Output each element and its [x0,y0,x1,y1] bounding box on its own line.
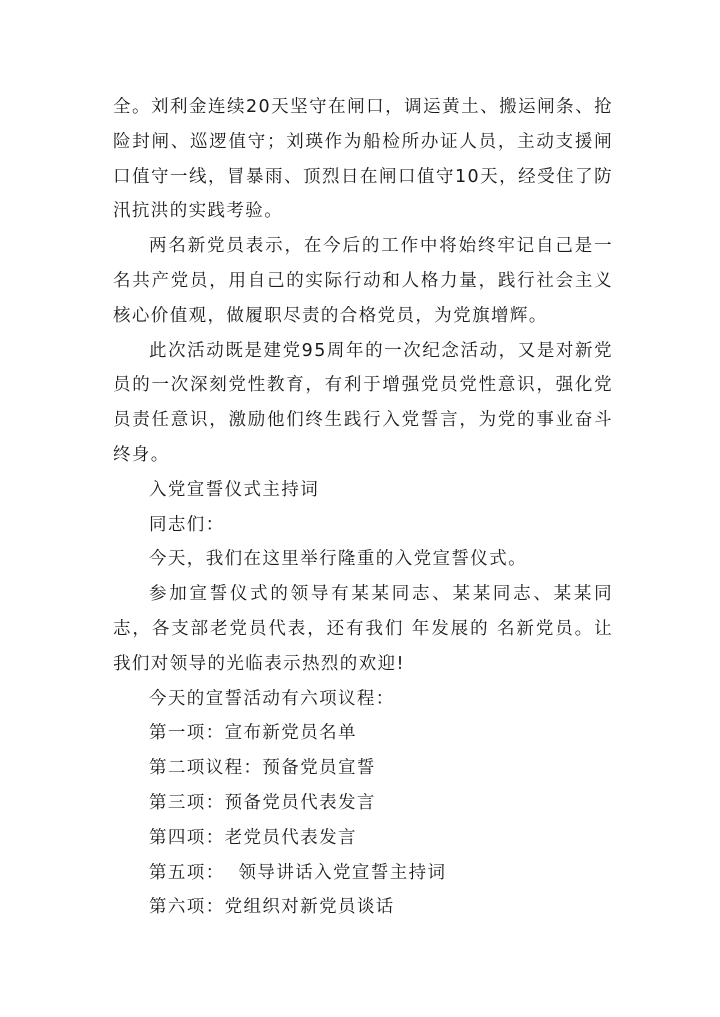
section-heading: 入党宣誓仪式主持词 [149,479,320,500]
paragraph-new-members-statement: 两名新党员表示，在今后的工作中将始终牢记自己是一名共产党员，用自己的实际行动和人格力量，践行社会主义核心价值观，做履职尽责的合格党员，为党旗增辉。 [113,236,613,326]
paragraph-continuation: 全。刘利金连续20天坚守在闸口，调运黄土、搬运闸条、抢险封闸、巡逻值守；刘瑛作为船检所办证人员，主动支援闸口值守一线，冒暴雨、顶烈日在闸口值守10天，经受住了防汛抗洪的实践考验。 [113,97,613,222]
agenda-list [113,716,613,925]
paragraph-agenda-intro: 今天的宣誓活动有六项议程： [149,688,395,709]
salutation: 同志们： [149,514,225,535]
agenda-item: 第五项： 领导讲话入党宣誓主持词 [149,862,447,883]
agenda-item: 第三项：预备党员代表发言 [149,792,376,813]
paragraph-opening: 今天，我们在这里举行隆重的入党宣誓仪式。 [149,549,527,570]
agenda-item: 第六项：党组织对新党员谈话 [149,897,395,918]
paragraph-attendees: 参加宣誓仪式的领导有某某同志、某某同志、某某同志，各支部老党员代表，还有我们 年发展的 名新党员。让我们对领导的光临表示热烈的欢迎! [113,584,613,674]
agenda-item: 第一项：宣布新党员名单 [149,723,357,744]
document-body [113,90,613,925]
paragraph-activity-significance: 此次活动既是建党95周年的一次纪念活动，又是对新党员的一次深刻党性教育，有利于增强党员党性意识，强化党员责任意识，激励他们终生践行入党誓言，为党的事业奋斗终身。 [113,340,613,465]
agenda-item: 第二项议程：预备党员宣誓 [149,758,376,779]
agenda-item: 第四项：老党员代表发言 [149,827,357,848]
